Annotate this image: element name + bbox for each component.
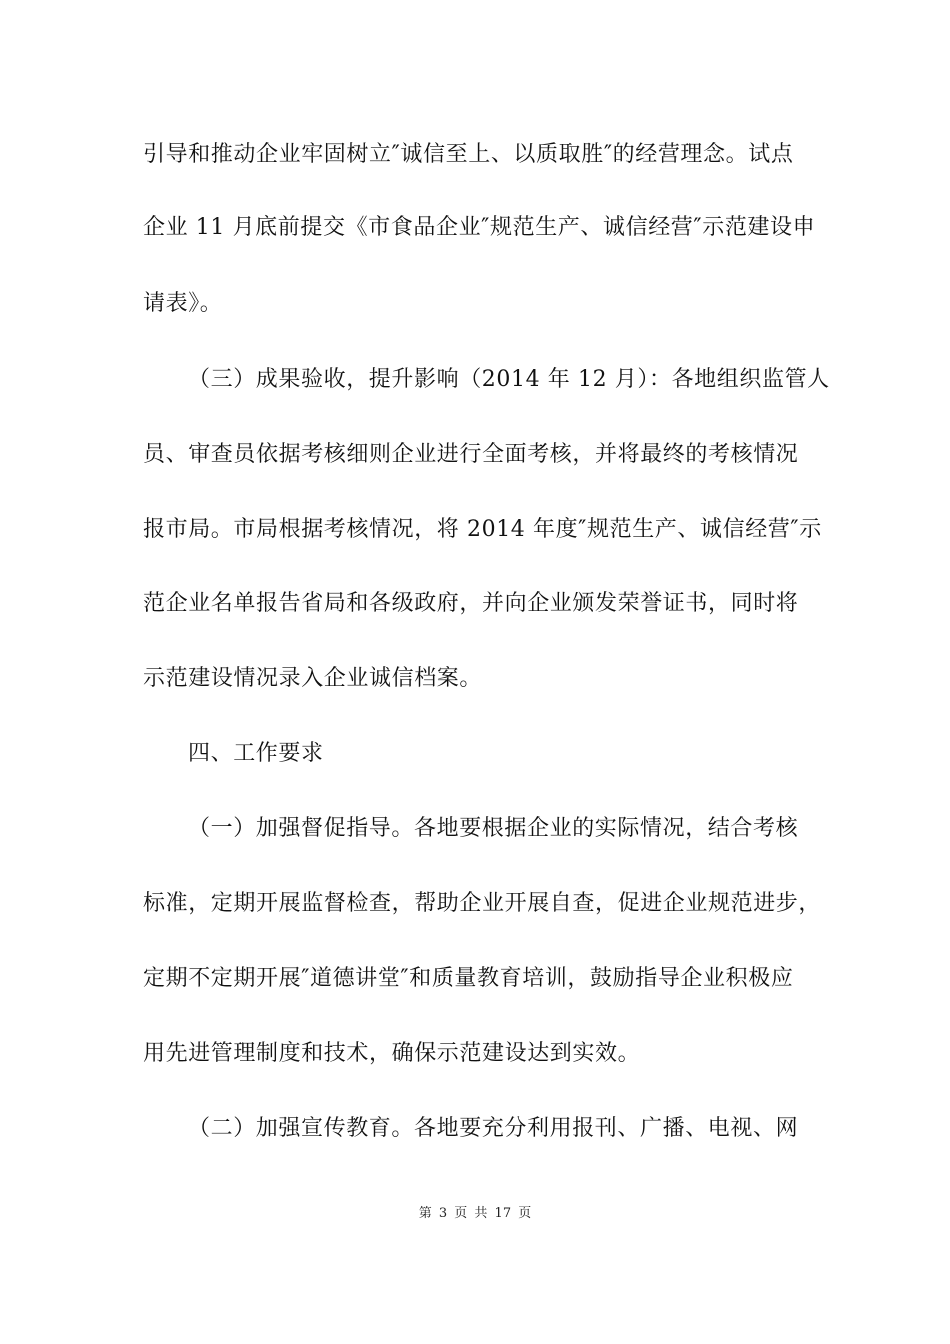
text-line: 示范建设情况录入企业诚信档案。	[143, 666, 483, 691]
text-line: 报市局。市局根据考核情况，将 2014 年度″规范生产、诚信经营″示	[143, 517, 822, 542]
text-line: 员、审查员依据考核细则企业进行全面考核，并将最终的考核情况	[143, 442, 799, 467]
text-line: 范企业名单报告省局和各级政府，并向企业颁发荣誉证书，同时将	[143, 591, 799, 616]
text-line: 标准，定期开展监督检查，帮助企业开展自查，促进企业规范进步，	[143, 891, 822, 916]
text-line: 企业 11 月底前提交《市食品企业″规范生产、诚信经营″示范建设申	[143, 215, 816, 240]
text-line: 引导和推动企业牢固树立″诚信至上、以质取胜″的经营理念。试点	[143, 142, 794, 167]
text-line: （一）加强督促指导。各地要根据企业的实际情况，结合考核	[188, 816, 799, 841]
page-number-footer: 第 3 页 共 17 页	[418, 1206, 532, 1221]
text-line: （二）加强宣传教育。各地要充分利用报刊、广播、电视、网	[188, 1116, 799, 1141]
text-line: 定期不定期开展″道德讲堂″和质量教育培训，鼓励指导企业积极应	[143, 966, 794, 991]
text-line: （三）成果验收，提升影响（2014 年 12 月）：各地组织监管人	[188, 367, 830, 392]
text-line: 请表》。	[143, 291, 223, 316]
text-line: 用先进管理制度和技术，确保示范建设达到实效。	[143, 1041, 641, 1066]
section-heading: 四、工作要求	[188, 741, 324, 766]
